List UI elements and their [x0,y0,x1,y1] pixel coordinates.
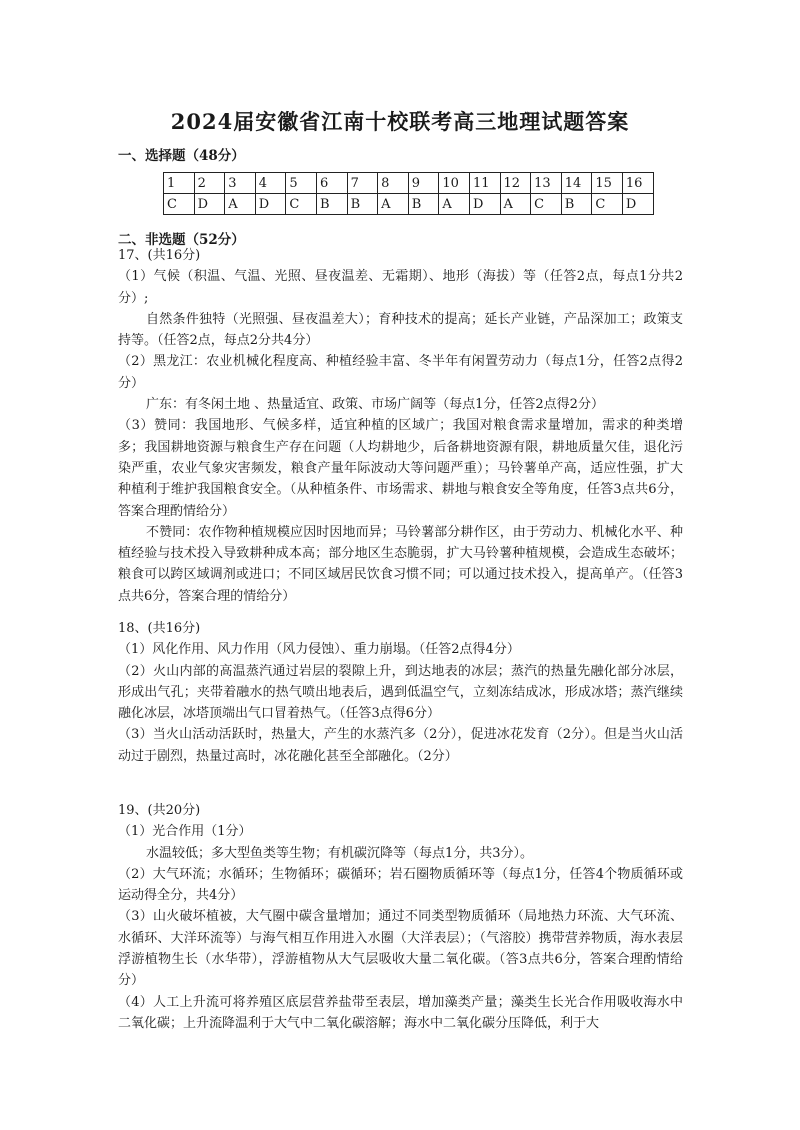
answer-number-cell: 4 [255,173,286,194]
q17-part2: （2）黑龙江：农业机械化程度高、种植经验丰富、冬半年有闲置劳动力（每点1分，任答2点得2分） [118,354,683,391]
answer-letter-cell: B [408,194,439,215]
answer-letter-cell: A [500,194,531,215]
q18-part3: （3）当火山活动活跃时，热量大，产生的水蒸汽多（2分），促进冰花发育（2分）。但是当火山活动过于剧烈，热量过高时，冰花融化甚至全部融化。（2分） [118,727,683,764]
q18-part2: （2）火山内部的高温蒸汽通过岩层的裂隙上升，到达地表的冰层；蒸汽的热量先融化部分冰层，形成出气孔；夹带着融水的热气喷出地表后，遇到低温空气，立刻冻结成冰，形成冰塔；蒸汽继续融化冰层，冰塔顶端出气口冒着热气。（任答3点得6分） [118,663,683,722]
q17-part1: （1）气候（积温、气温、光照、昼夜温差、无霜期）、地形（海拔）等（任答2点，每点1分共2分）; [118,269,683,306]
section-heading-nonchoice: 二、非选题（52分） [118,232,245,248]
q19-part1-cont: 水温较低；多大型鱼类等生物；有机碳沉降等（每点1分，共3分）。 [146,845,534,861]
page-title: 2024届安徽省江南十校联考高三地理试题答案 [170,109,630,134]
q17-part3-disagree: 不赞同：农作物种植规模应因时因地而异；马铃薯部分耕作区，由于劳动力、机械化水平、种植经验与技术投入导致耕种成本高；部分地区生态脆弱，扩大马铃薯种植规模，会造成生态破坏；粮食可以跨区域调剂或进口；不同区域居民饮食习惯不同；可以通过技术投入，提高单产。（任答3点共6分，答案合理的情给分） [118,524,683,604]
answer-letter-cell: B [316,194,347,215]
answer-number-row [164,173,654,194]
answer-number-cell: 3 [225,173,256,194]
answer-letter-cell: A [378,194,409,215]
answer-letter-cell: A [225,194,256,215]
answer-number-cell: 15 [592,173,623,194]
answer-number-cell: 12 [500,173,531,194]
answer-letter-cell: A [439,194,470,215]
answer-number-cell: 16 [622,173,653,194]
answer-letter-row [164,194,654,215]
answer-number-cell: 2 [194,173,225,194]
question-18-block [118,618,683,767]
q19-part3: （3）山火破坏植被，大气圈中碳含量增加；通过不同类型物质循环（局地热力环流、大气环流、水循环、大洋环流等）与海气相互作用进入水圈（大洋表层）；（气溶胶）携带营养物质，海水表层浮游植物生长（水华带），浮游植物从大气层吸收大量二氧化碳。（答3点共6分，答案合理酌情给分） [118,909,683,989]
question-19-block [118,800,683,1034]
answer-number-cell: 7 [347,173,378,194]
answer-letter-cell: D [194,194,225,215]
answer-letter-cell: D [469,194,500,215]
question-17-block [118,245,683,607]
answer-number-cell: 8 [378,173,409,194]
answer-letter-cell: C [531,194,562,215]
q17-heading: 17、(共16分) [118,248,201,263]
answer-letter-cell: B [561,194,592,215]
answer-number-cell: 11 [469,173,500,194]
section-heading-choice: 一、选择题（48分） [118,148,245,164]
answer-number-cell: 5 [286,173,317,194]
q18-heading: 18、(共16分) [118,621,201,636]
answer-number-cell: 10 [439,173,470,194]
q17-part1-cont: 自然条件独特（光照强、昼夜温差大）；育种技术的提高；延长产业链，产品深加工；政策支持等。（任答2点，每点2分共4分） [118,311,683,349]
q17-part2-guangdong: 广东：有冬闲土地 、热量适宜、政策、市场广阔等（每点1分，任答2点得2分） [146,397,604,413]
answer-letter-cell: D [622,194,653,215]
answer-number-cell: 1 [164,173,195,194]
answer-number-cell: 13 [531,173,562,194]
q17-part3-agree: （3）赞同：我国地形、气候多样，适宜种植的区域广；我国对粮食需求量增加，需求的种类增多；我国耕地资源与粮食生产存在问题（人均耕地少，后备耕地资源有限，耕地质量欠佳，退化污染严重，农业气象灾害频发，粮食产量年际波动大等问题严重）；马铃薯单产高，适应性强，扩大种植利于维护我国粮食安全。（从种植条件、市场需求、耕地与粮食安全等角度，任答3点共6分，答案合理酌情给分） [118,418,683,519]
answer-number-cell: 14 [561,173,592,194]
answer-number-cell: 6 [316,173,347,194]
answer-letter-cell: D [255,194,286,215]
answer-letter-cell: C [286,194,317,215]
answer-table [163,172,654,215]
answer-letter-cell: B [347,194,378,215]
answer-letter-cell: C [592,194,623,215]
answer-number-cell: 9 [408,173,439,194]
q19-part2: （2）大气环流；水循环；生物循环；碳循环；岩石圈物质循环等（每点1分，任答4个物质循环或运动得全分，共4分） [118,866,683,904]
answer-letter-cell: C [164,194,195,215]
q18-part1: （1）风化作用、风力作用（风力侵蚀）、重力崩塌。（任答2点得4分） [118,642,520,658]
q19-heading: 19、(共20分) [118,803,201,818]
q19-part4: （4）人工上升流可将养殖区底层营养盐带至表层，增加藻类产量；藻类生长光合作用吸收海水中二氧化碳；上升流降温利于大气中二氧化碳溶解；海水中二氧化碳分压降低，利于大 [118,994,683,1031]
q19-part1: （1）光合作用（1分） [118,824,252,840]
